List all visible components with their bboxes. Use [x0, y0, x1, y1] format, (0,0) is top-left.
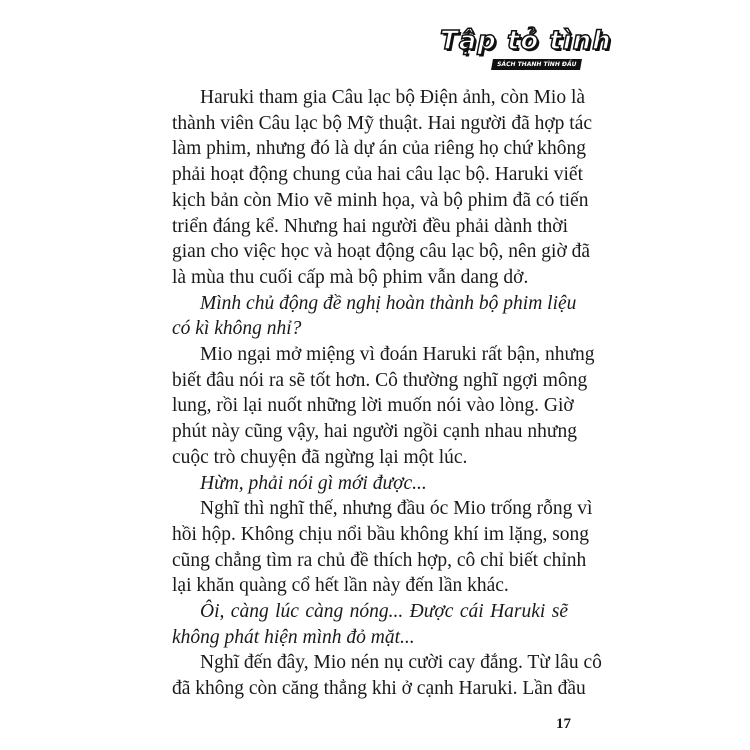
text-line: phút này cũng vậy, hai người ngồi cạnh nhau nhưng	[172, 421, 577, 443]
text-line: thành viên Câu lạc bộ Mỹ thuật. Hai người đã hợp tác	[172, 112, 593, 134]
text-line: không phát hiện mình đỏ mặt...	[172, 626, 415, 648]
text-line: lại khăn quàng cổ hết lần này đến lần khác.	[172, 575, 509, 597]
italic-thought-paragraph	[172, 599, 568, 650]
page-number: 17	[556, 716, 571, 732]
text-line: kịch bản còn Mio vẽ minh họa, và bộ phim đã có tiến	[172, 189, 589, 211]
page-body-text	[172, 85, 602, 702]
italic-thought-paragraph	[172, 291, 577, 342]
text-line: hồi hộp. Không chịu nổi bầu không khí im lặng, song	[172, 523, 590, 545]
logo-subtitle: SÁCH THANH TÌNH ĐẦU	[491, 59, 582, 70]
text-line: phải hoạt động chung của hai câu lạc bộ. Haruki viết	[172, 164, 583, 186]
text-line: lung, rồi lại nuốt những lời muốn nói vào lòng. Giờ	[172, 395, 574, 417]
paragraph	[172, 85, 593, 291]
logo-title: Tập tỏ tình	[440, 26, 612, 56]
text-line: Hừm, phải nói gì mới được...	[200, 472, 427, 494]
text-line: Mình chủ động đề nghị hoàn thành bộ phim liệu	[200, 292, 577, 314]
paragraph	[172, 342, 595, 471]
text-line: Nghĩ thì nghĩ thế, nhưng đầu óc Mio trống rỗng vì	[200, 498, 593, 520]
text-line: Nghĩ đến đây, Mio nén nụ cười cay đắng. Từ lâu cô	[200, 652, 602, 674]
text-line: là mùa thu cuối cấp mà bộ phim vẫn dang dở.	[172, 266, 529, 288]
text-line: cuộc trò chuyện đã ngừng lại một lúc.	[172, 446, 468, 468]
text-line: gian cho việc học và hoạt động câu lạc bộ, nên giờ đã	[172, 241, 591, 263]
book-series-logo	[440, 26, 612, 76]
paragraph	[172, 496, 593, 599]
text-line: Ôi, càng lúc càng nóng... Được cái Haruki sẽ	[200, 601, 568, 623]
text-line: Haruki tham gia Câu lạc bộ Điện ảnh, còn Mio là	[200, 87, 586, 108]
text-line: triển đáng kể. Nhưng hai người đều phải dành thời	[172, 215, 568, 237]
text-line: đã không còn căng thẳng khi ở cạnh Haruki. Lần đầu	[172, 678, 586, 700]
text-line: làm phim, nhưng đó là dự án của riêng họ chứ không	[172, 138, 587, 160]
text-line: biết đâu nói ra sẽ tốt hơn. Cô thường nghĩ ngợi mông	[172, 369, 588, 391]
italic-thought-paragraph	[172, 471, 568, 497]
text-line: cũng chẳng tìm ra chủ đề thích hợp, cô chỉ biết chỉnh	[172, 549, 587, 571]
text-line: Mio ngại mở miệng vì đoán Haruki rất bận, nhưng	[200, 344, 595, 366]
paragraph	[172, 650, 602, 701]
text-line: có kì không nhỉ?	[172, 318, 302, 340]
